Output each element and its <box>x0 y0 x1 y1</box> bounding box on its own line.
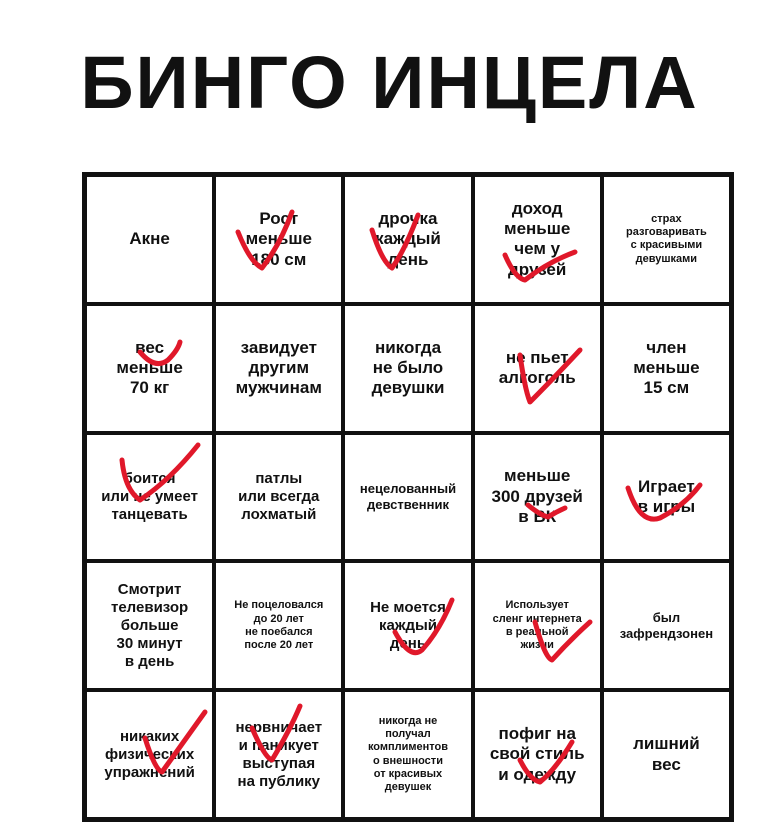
bingo-cell[interactable]: пофиг на свой стиль и одежду <box>473 690 602 819</box>
bingo-cell[interactable]: нервничает и паникует выступая на публику <box>214 690 343 819</box>
bingo-cell[interactable]: Смотрит телевизор больше 30 минут в день <box>85 561 214 690</box>
bingo-cell[interactable]: никогда не было девушки <box>343 304 472 433</box>
bingo-cell[interactable]: лишний вес <box>602 690 731 819</box>
bingo-cell[interactable]: Рост меньше 180 см <box>214 175 343 304</box>
bingo-cell[interactable]: нецелованный девственник <box>343 433 472 562</box>
bingo-cell[interactable]: был зафрендзонен <box>602 561 731 690</box>
bingo-cell[interactable]: член меньше 15 см <box>602 304 731 433</box>
bingo-cell[interactable]: меньше 300 друзей в ВК <box>473 433 602 562</box>
bingo-cell[interactable]: никаких физических упражнений <box>85 690 214 819</box>
bingo-cell[interactable]: Играет в игры <box>602 433 731 562</box>
bingo-cell[interactable]: дрочка каждый день <box>343 175 472 304</box>
bingo-cell[interactable]: завидует другим мужчинам <box>214 304 343 433</box>
bingo-cell[interactable]: Не поцеловался до 20 лет не поебался после 20 лет <box>214 561 343 690</box>
bingo-cell[interactable]: Не моется каждый день <box>343 561 472 690</box>
bingo-cell[interactable]: страх разговаривать с красивыми девушками <box>602 175 731 304</box>
bingo-cell[interactable]: Акне <box>85 175 214 304</box>
bingo-cell[interactable]: никогда не получал комплиментов о внешности от красивых девушек <box>343 690 472 819</box>
bingo-cell[interactable]: патлы или всегда лохматый <box>214 433 343 562</box>
bingo-cell[interactable]: доход меньше чем у друзей <box>473 175 602 304</box>
bingo-cell[interactable]: Использует сленг интернета в реальной жизни <box>473 561 602 690</box>
bingo-grid <box>82 172 734 822</box>
bingo-cell[interactable]: не пьет алкоголь <box>473 304 602 433</box>
bingo-title: БИНГО ИНЦЕЛА <box>80 41 699 124</box>
bingo-cell[interactable]: вес меньше 70 кг <box>85 304 214 433</box>
bingo-cell[interactable]: боится или не умеет танцевать <box>85 433 214 562</box>
